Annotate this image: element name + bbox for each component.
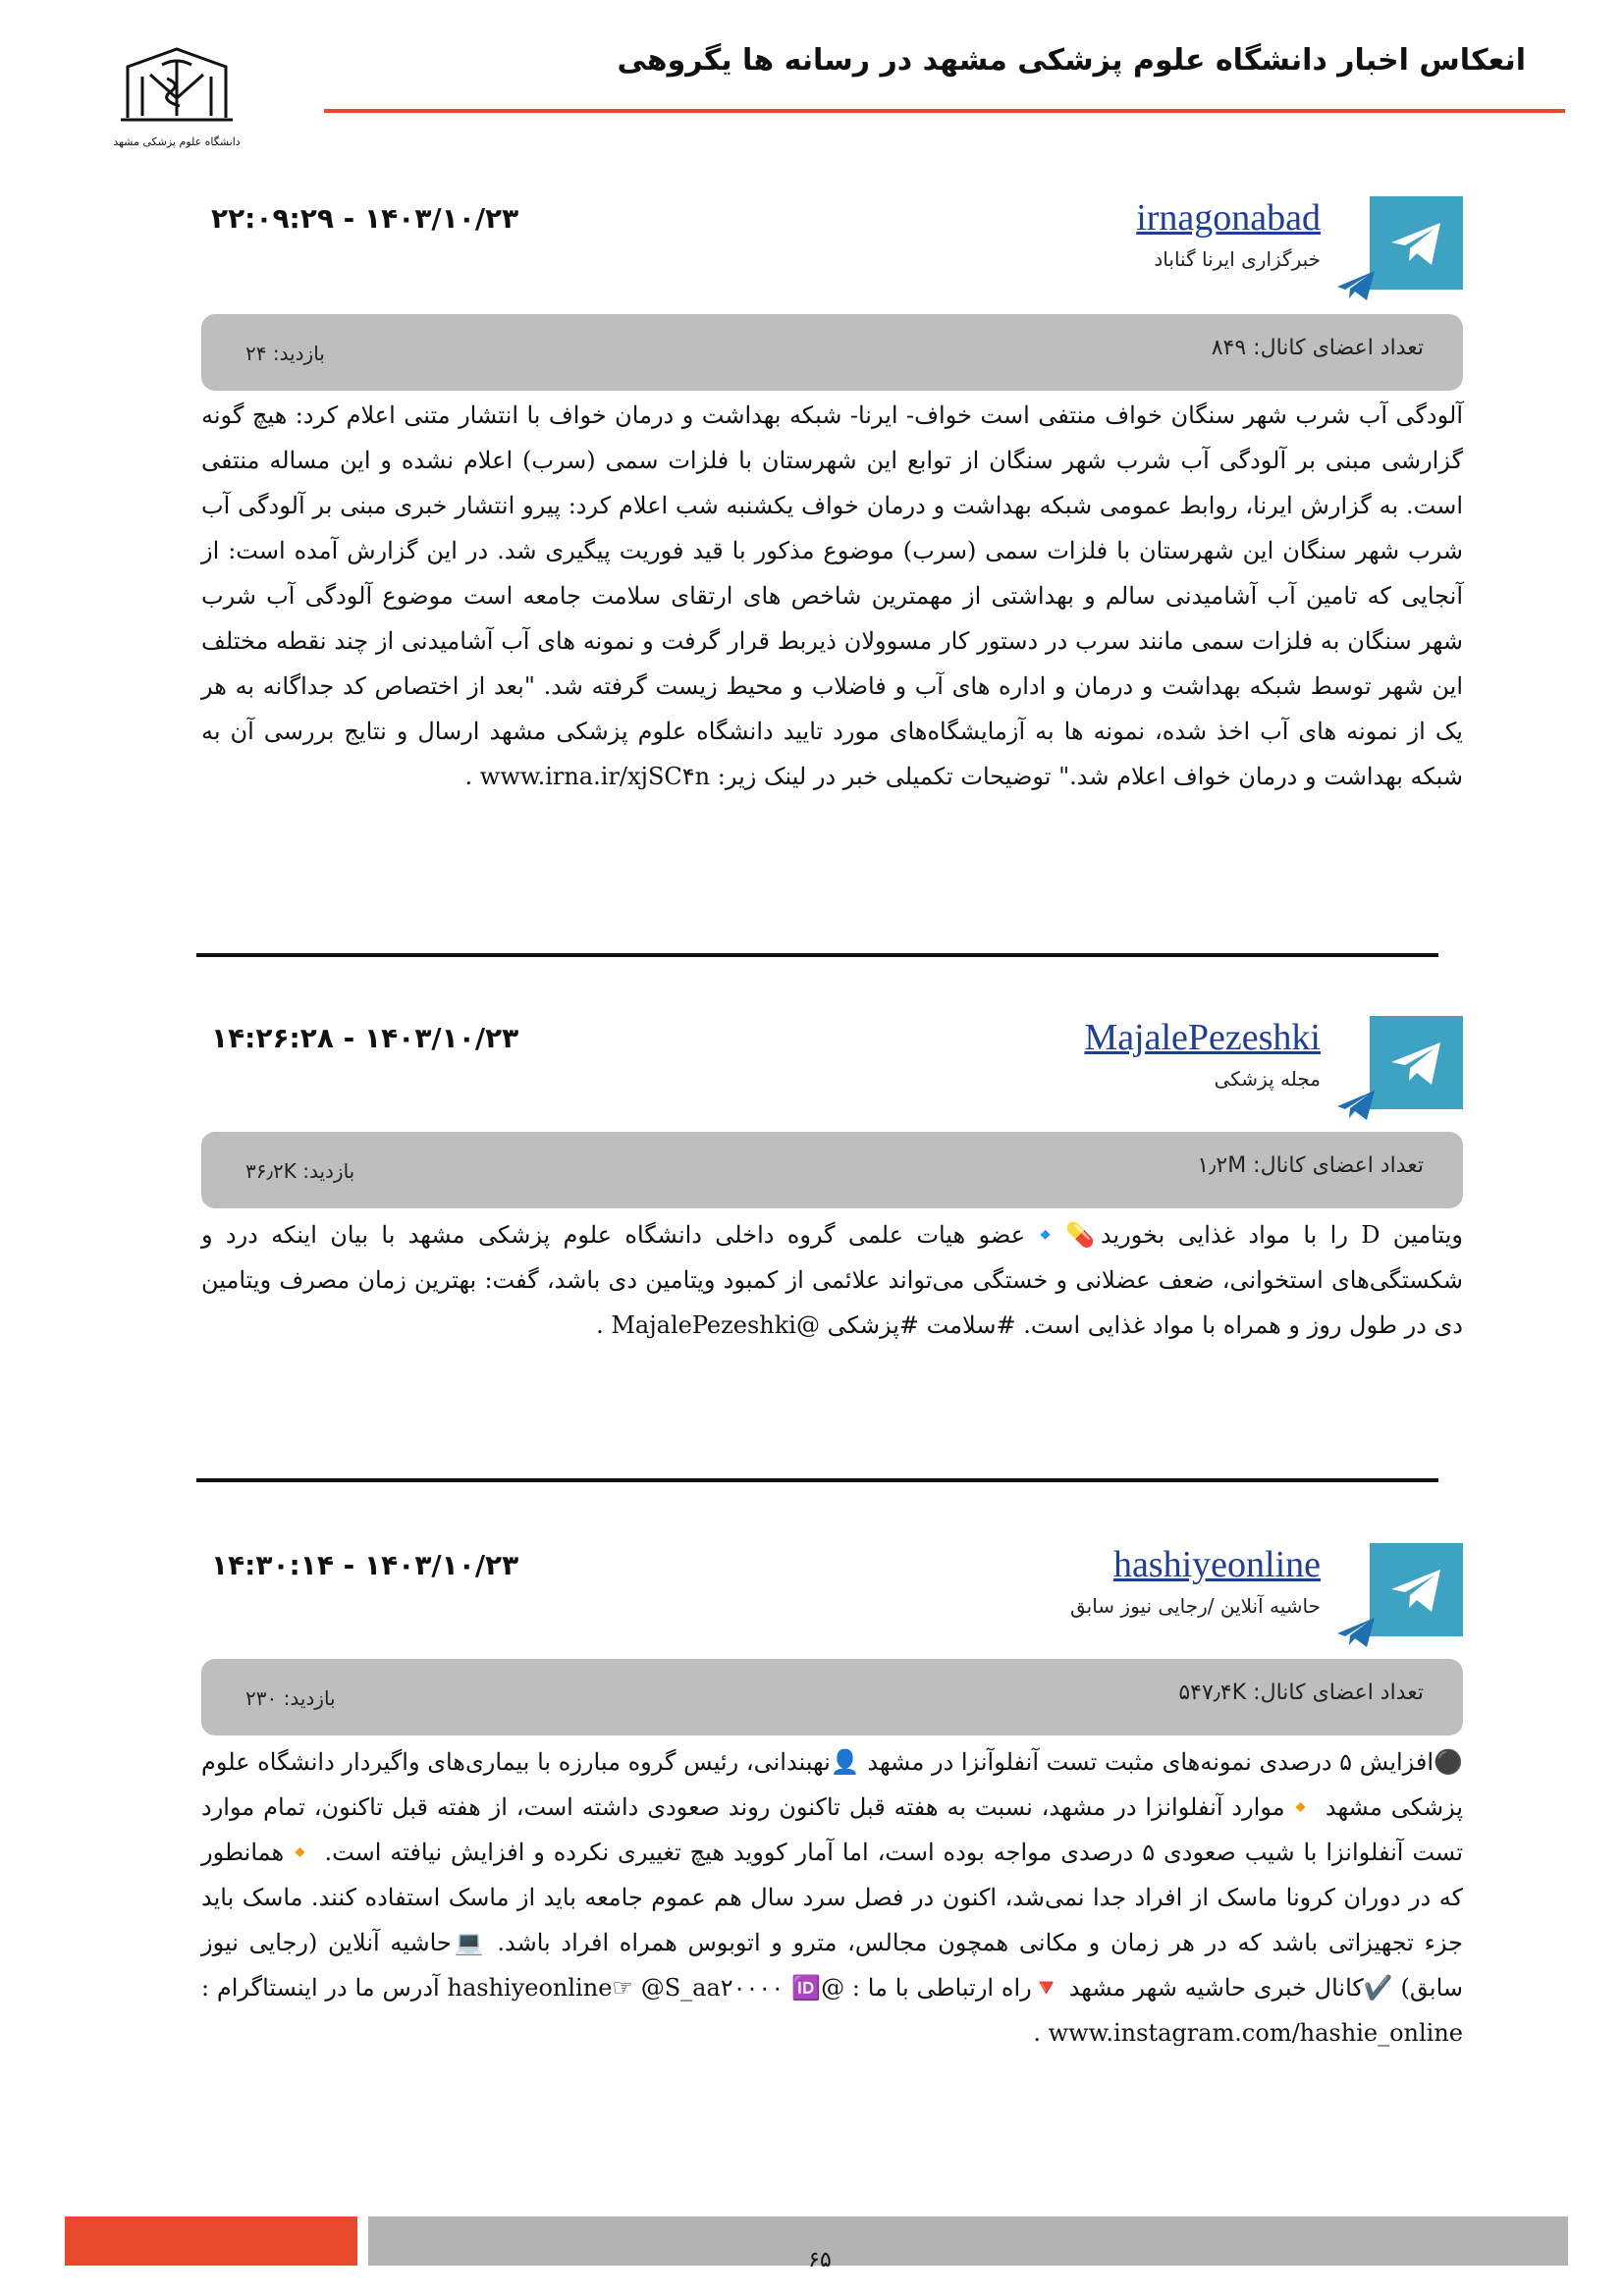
channel-subtitle: مجله پزشکی <box>1214 1067 1321 1091</box>
post-card <box>196 1543 1463 2093</box>
telegram-small-icon <box>1335 1087 1377 1122</box>
post-views: بازدید: ۳۶٫۲K <box>245 1159 355 1183</box>
channel-link[interactable]: MajalePezeshki <box>1084 1017 1321 1058</box>
channel-link[interactable]: irnagonabad <box>1136 197 1321 239</box>
header-rule <box>324 109 1565 113</box>
telegram-icon[interactable] <box>1370 1016 1463 1109</box>
channel-subtitle: خبرگزاری ایرنا گناباد <box>1154 247 1321 271</box>
channel-members: تعداد اعضای کانال: ۸۴۹ <box>1211 336 1424 360</box>
telegram-icon[interactable] <box>1370 196 1463 290</box>
post-card <box>196 196 1463 844</box>
post-body: آلودگی آب شرب شهر سنگان خواف منتفی است خواف- ایرنا- شبکه بهداشت و درمان خواف با انتشار متنی اعلام کرد: هیچ گونه گزارشی مبنی بر آلودگی آب شرب شهر سنگان از توابع این شهرستان با فلزات سمی (سرب) اعلام نشده و این مساله منتفی است. به گزارش ایرنا، روابط عمومی شبکه بهداشت و درمان خواف یکشنبه شب اعلام کرد: پیرو انتشار خبری مبنی بر آلودگی آب شرب شهر سنگان این شهرستان با فلزات سمی (سرب) موضوع مذکور با قید فوریت پیگیری شد. در این گزارش آمده است: از آنجایی که تامین آب آشامیدنی سالم و بهداشتی از مهمترین شاخص های ارتقای سلامت جامعه است موضوع آلودگی آب شرب شهر سنگان به فلزات سمی مانند سرب در دستور کار مسوولان ذیربط قرار گرفت و نمونه های آب آشامیدنی از چند نقطه مختلف این شهر توسط شبکه بهداشت و درمان و اداره های آب و فاضلاب و محیط زیست گرفته شد. "بعد از اختصاص کد جداگانه به هر یک از نمونه های آب اخذ شده، نمونه ها به آزمایشگاه‌های مورد تایید دانشگاه علوم پزشکی مشهد ارسال و نتایج بررسی آن به شبکه بهداشت و درمان خواف اعلام شد." توضیحات تکمیلی خبر در لینک زیر: www.irna.ir/xjSC۴n . <box>201 401 1464 790</box>
stats-bar <box>201 314 1463 391</box>
footer-accent-bar <box>65 2216 357 2266</box>
telegram-small-icon <box>1335 267 1377 302</box>
post-datetime: ۱۴:۲۶:۲۸ - ۱۴۰۳/۱۰/۲۳ <box>211 1022 519 1054</box>
post-datetime: ۱۴:۳۰:۱۴ - ۱۴۰۳/۱۰/۲۳ <box>211 1549 519 1581</box>
channel-members: تعداد اعضای کانال: ۱٫۲M <box>1197 1153 1424 1178</box>
post-body: ⚫️افزایش ۵ درصدی نمونه‌های مثبت تست آنفلوآنزا در مشهد 👤نهبندانی، رئیس گروه مبارزه با بیماری‌های واگیردار دانشگاه علوم پزشکی مشهد 🔸موارد آنفلوانزا در مشهد، نسبت به هفته قبل تاکنون روند صعودی داشته است، از هفته قبل تاکنون، تمام موارد تست آنفلوانزا با شیب صعودی ۵ درصدی مواجه بوده است، اما آمار کووید هیچ تغییری نکرده و افزایش نیافته است. 🔸همانطور که در دوران کرونا ماسک از افراد جدا نمی‌شد، اکنون در فصل سرد سال هم عموم جامعه باید از ماسک استفاده کنند. ماسک باید جزء تجهیزاتی باشد که در هر زمان و مکانی همچون مجالس، مترو و اتوبوس همراه افراد باشد. 💻حاشیه آنلاین (رجایی نیوز سابق) ✔️کانال خبری حاشیه شهر مشهد 🔻راه ارتباطی با ما : @hashiyeonline☞ @S_aa۲۰۰۰۰ 🆔 آدرس ما در اینستاگرام : www.instagram.com/hashie_online . <box>201 1748 1464 2047</box>
university-logo <box>113 39 241 162</box>
channel-members: تعداد اعضای کانال: ۵۴۷٫۴K <box>1178 1681 1424 1705</box>
logo-caption: دانشگاه علوم پزشکی مشهد <box>113 135 241 148</box>
post-divider <box>196 953 1438 957</box>
page-number: ۶۵ <box>808 2248 832 2272</box>
channel-link[interactable]: hashiyeonline <box>1112 1544 1321 1585</box>
telegram-icon[interactable] <box>1370 1543 1463 1636</box>
post-views: بازدید: ۲۴ <box>245 342 325 365</box>
page-title: انعکاس اخبار دانشگاه علوم پزشکی مشهد در رسانه ها یگروهی <box>617 43 1526 78</box>
post-divider <box>196 1478 1438 1482</box>
channel-subtitle: حاشیه آنلاین /رجایی نیوز سابق <box>1069 1594 1321 1618</box>
post-views: بازدید: ۲۳۰ <box>245 1686 336 1710</box>
post-card <box>196 1016 1463 1389</box>
stats-bar <box>201 1132 1463 1208</box>
stats-bar <box>201 1659 1463 1735</box>
post-body: ویتامین D را با مواد غذایی بخورید💊🔹عضو هیات علمی گروه داخلی دانشگاه علوم پزشکی مشهد با بیان اینکه درد و شکستگی‌های استخوانی، ضعف عضلانی و خستگی می‌تواند علائمی از کمبود ویتامین دی باشد، گفت: بهترین زمان مصرف ویتامین دی در طول روز و همراه با مواد غذایی است. #سلامت #پزشکی @MajalePezeshki . <box>201 1221 1463 1339</box>
footer-bar <box>368 2216 1568 2266</box>
post-datetime: ۲۲:۰۹:۲۹ - ۱۴۰۳/۱۰/۲۳ <box>211 202 519 235</box>
telegram-small-icon <box>1335 1614 1377 1649</box>
